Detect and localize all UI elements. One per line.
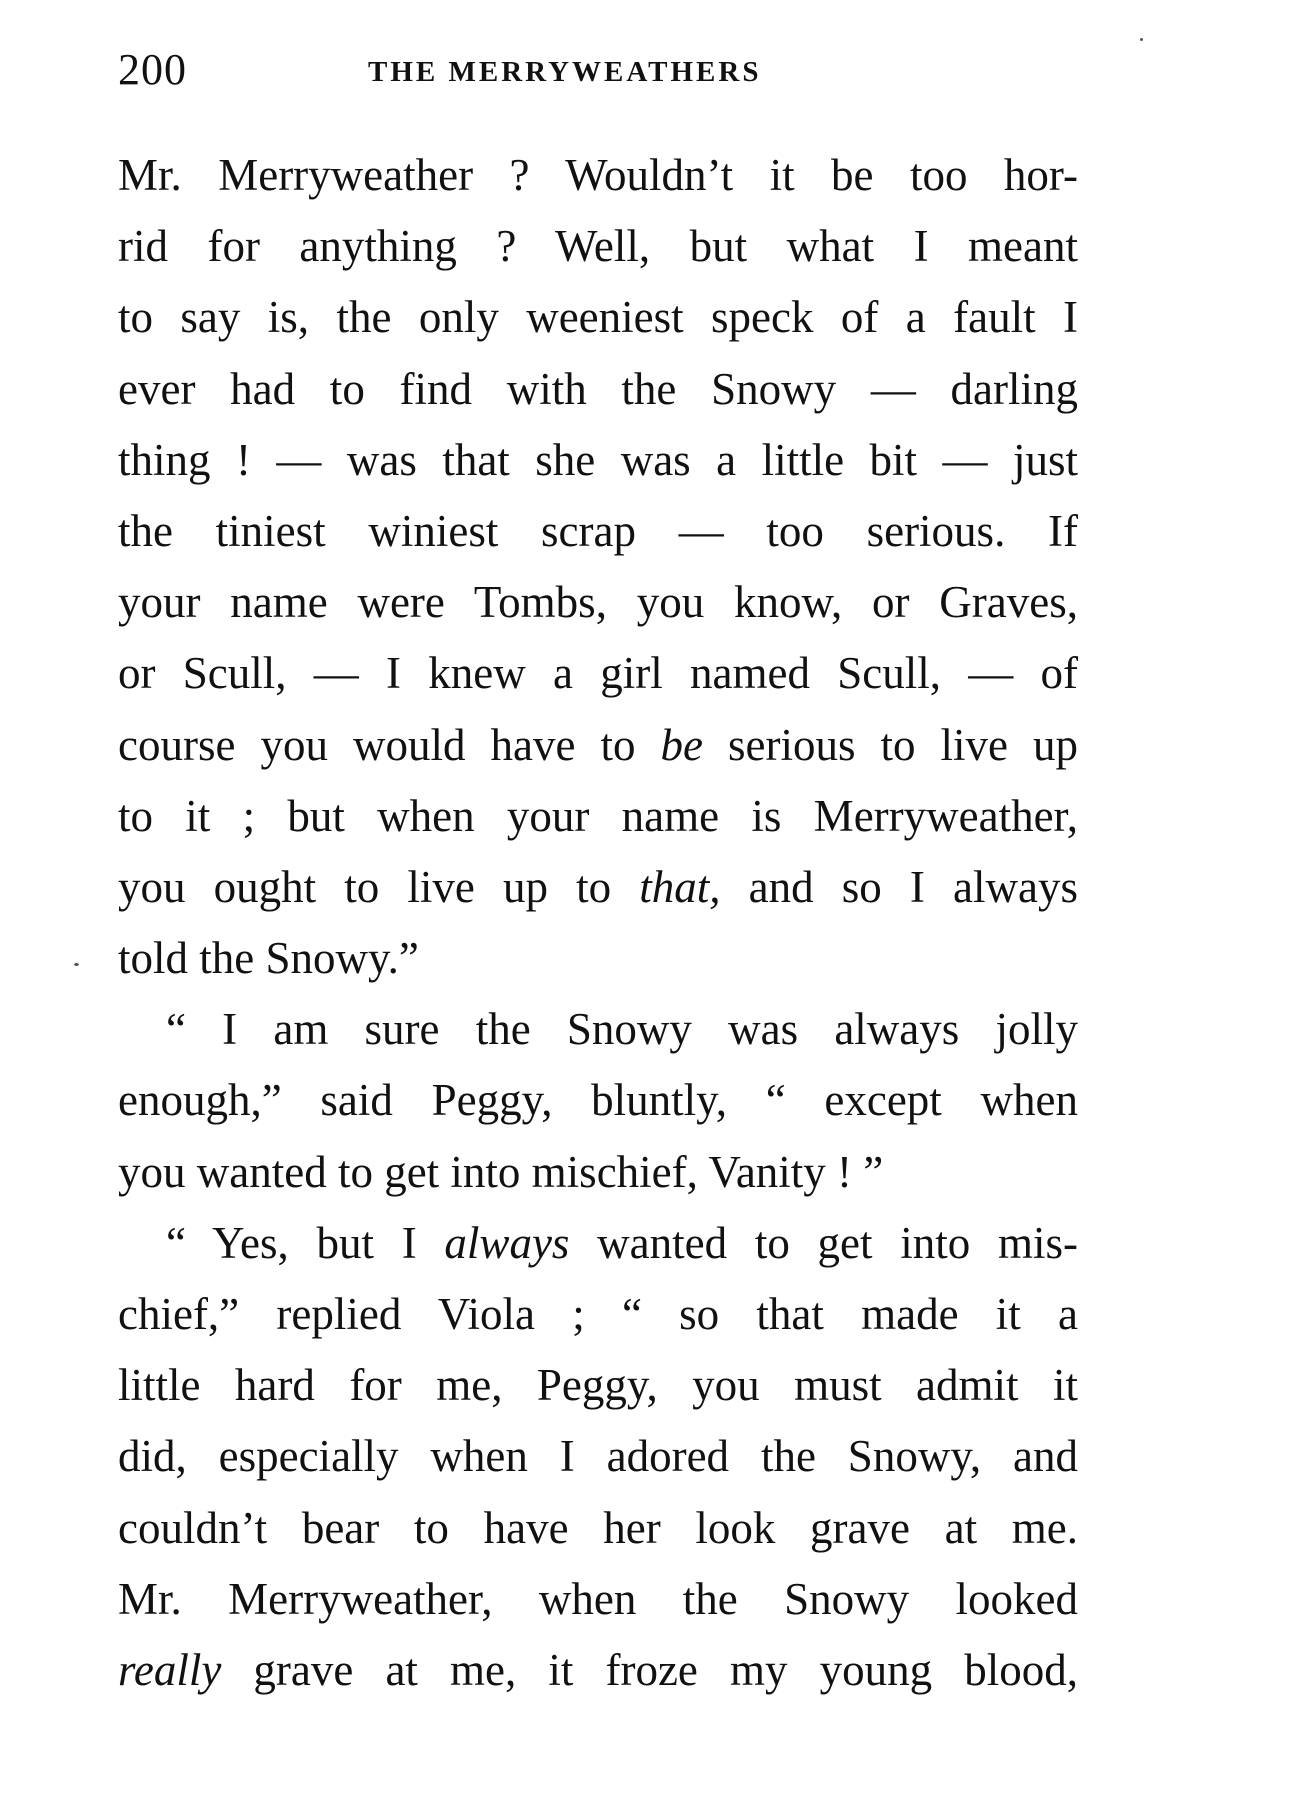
text-line xyxy=(118,781,1078,852)
text-segment: rid for anything ? Well, but what I meant xyxy=(118,221,1078,272)
text-segment: grave at me, it froze my young blood, xyxy=(221,1644,1078,1695)
text-line xyxy=(118,1137,1078,1208)
text-segment: “ Yes, but I xyxy=(166,1217,445,1268)
body-text xyxy=(118,140,1078,1706)
text-segment: the tiniest winiest scrap — too serious. If xyxy=(118,505,1078,556)
text-line xyxy=(118,710,1078,781)
text-line xyxy=(118,354,1078,425)
text-line xyxy=(118,1493,1078,1564)
text-segment: wanted to get into mis- xyxy=(569,1217,1078,1268)
text-segment: to say is, the only weeniest speck of a fault I xyxy=(118,292,1078,343)
text-segment: serious to live up xyxy=(702,719,1078,770)
text-line xyxy=(118,282,1078,353)
text-line xyxy=(118,1564,1078,1635)
text-line xyxy=(118,994,1078,1065)
italic-text: really xyxy=(118,1644,222,1695)
italic-text: always xyxy=(444,1217,570,1268)
text-segment: or Scull, — I knew a girl named Scull, — of xyxy=(118,648,1078,699)
page-header xyxy=(118,40,1078,100)
text-line xyxy=(118,211,1078,282)
text-line xyxy=(118,425,1078,496)
text-segment: Mr. Merryweather ? Wouldn’t it be too hor- xyxy=(118,150,1078,200)
text-segment: course you would have to xyxy=(118,719,661,770)
italic-text: be xyxy=(660,719,703,770)
text-segment: did, especially when I adored the Snowy, and xyxy=(118,1431,1078,1482)
text-line xyxy=(118,638,1078,709)
text-segment: told the Snowy.” xyxy=(118,933,419,984)
text-segment: little hard for me, Peggy, you must admit it xyxy=(118,1360,1078,1411)
text-segment: and so I always xyxy=(720,861,1078,912)
text-segment: your name were Tombs, you know, or Graves, xyxy=(118,577,1078,628)
page-number: 200 xyxy=(118,45,187,94)
text-segment: enough,” said Peggy, bluntly, “ except when xyxy=(118,1075,1078,1126)
text-line xyxy=(118,496,1078,567)
text-line xyxy=(118,1279,1078,1350)
text-line xyxy=(118,140,1078,211)
text-line xyxy=(118,567,1078,638)
text-segment: couldn’t bear to have her look grave at me. xyxy=(118,1502,1078,1553)
text-segment: to it ; but when your name is Merryweather, xyxy=(118,790,1078,841)
running-head: THE MERRYWEATHERS xyxy=(368,56,762,88)
italic-text: that, xyxy=(639,861,721,912)
text-line xyxy=(118,1208,1078,1279)
text-segment: chief,” replied Viola ; “ so that made it a xyxy=(118,1289,1078,1339)
text-segment: thing ! — was that she was a little bit — just xyxy=(118,434,1078,485)
text-line xyxy=(118,1350,1078,1421)
margin-speck xyxy=(1140,38,1143,41)
text-segment: “ I am sure the Snowy was always jolly xyxy=(166,1004,1078,1055)
text-line xyxy=(118,923,1078,994)
text-line xyxy=(118,852,1078,923)
text-line xyxy=(118,1421,1078,1492)
text-segment: you ought to live up to xyxy=(118,861,640,912)
text-segment: Mr. Merryweather, when the Snowy looked xyxy=(118,1573,1078,1624)
margin-speck xyxy=(74,963,79,966)
text-line xyxy=(118,1065,1078,1136)
text-segment: ever had to find with the Snowy — darling xyxy=(118,363,1078,414)
text-line xyxy=(118,1635,1078,1706)
text-segment: you wanted to get into mischief, Vanity ! ” xyxy=(118,1146,884,1197)
